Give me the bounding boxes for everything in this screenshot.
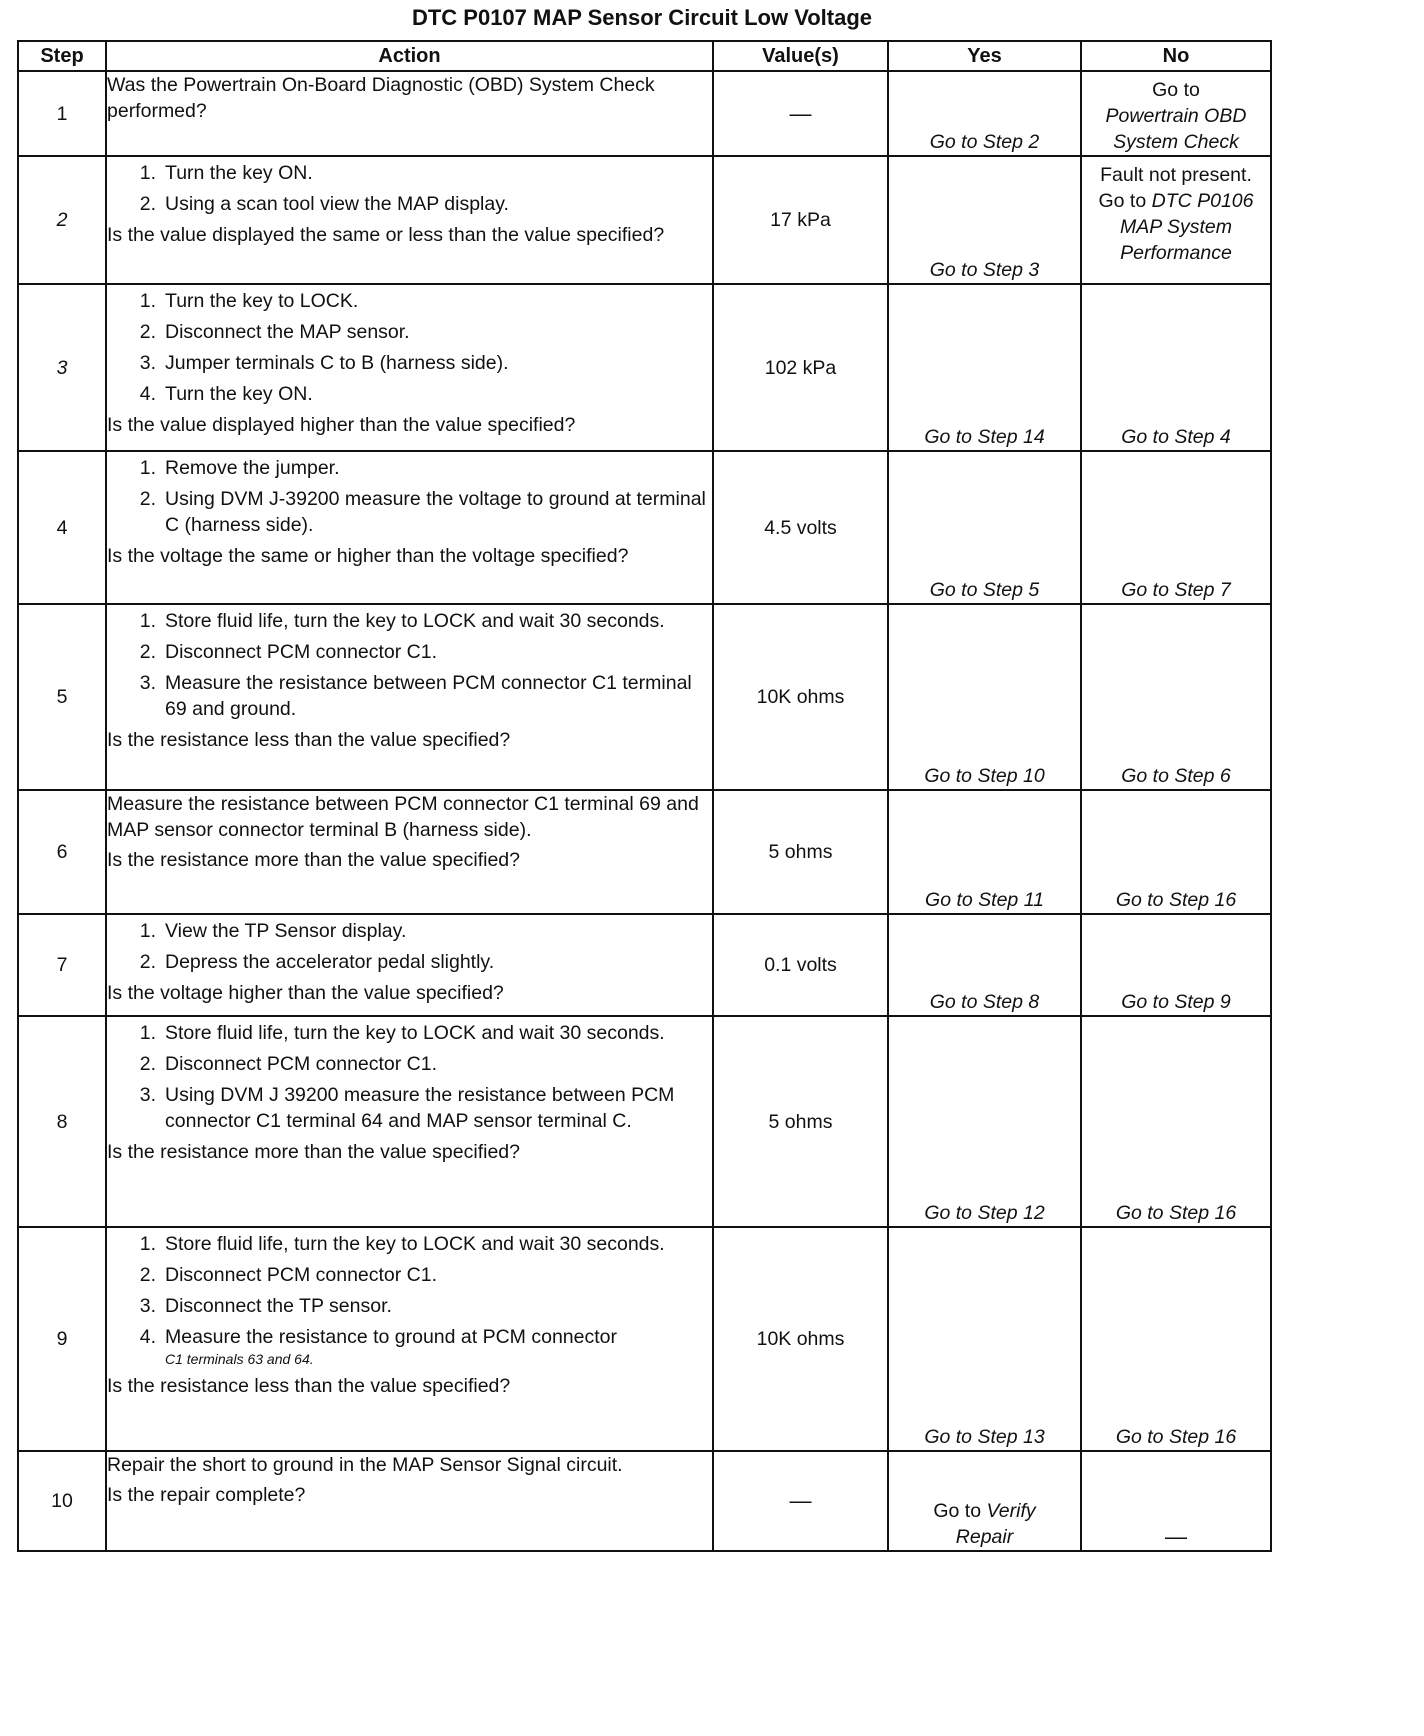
- no-link-text: Performance: [1120, 242, 1232, 264]
- action-text: Repair the short to ground in the MAP Sensor Signal circuit.: [107, 1454, 623, 1476]
- action-cell: [106, 71, 713, 156]
- step-number: 3: [18, 284, 106, 451]
- table-row: [18, 914, 1271, 1016]
- table-row: [18, 1016, 1271, 1227]
- table-row: [18, 1227, 1271, 1451]
- step-number: 6: [18, 790, 106, 914]
- no-cell: Go to Step 16: [1081, 1016, 1271, 1227]
- action-item: 1. Turn the key to LOCK.: [139, 290, 359, 312]
- action-question: Is the voltage the same or higher than the voltage specified?: [107, 545, 629, 567]
- value-cell: 17 kPa: [713, 156, 888, 284]
- step-number: 8: [18, 1016, 106, 1227]
- no-cell: Go to Step 16: [1081, 1227, 1271, 1451]
- no-cell: Go to Step 16: [1081, 790, 1271, 914]
- action-item: 1. Turn the key ON.: [139, 162, 313, 184]
- no-cell: Go to Step 7: [1081, 451, 1271, 604]
- step-number: 2: [18, 156, 106, 284]
- header-yes: Yes: [888, 41, 1081, 71]
- page-title: DTC P0107 MAP Sensor Circuit Low Voltage: [411, 5, 873, 30]
- header-value: Value(s): [713, 41, 888, 71]
- action-cell: [106, 284, 713, 451]
- action-item: 4. Measure the resistance to ground at PCM connector C1 terminals 63 and 64.: [139, 1326, 617, 1367]
- action-question: Is the value displayed the same or less than the value specified?: [107, 224, 665, 246]
- step-number: 10: [18, 1451, 106, 1551]
- yes-cell: Go to Step 2: [888, 71, 1081, 156]
- value-cell: 4.5 volts: [713, 451, 888, 604]
- action-cell: [106, 1016, 713, 1227]
- no-cell: Go to Step 9: [1081, 914, 1271, 1016]
- action-question: Is the resistance more than the value specified?: [107, 1141, 520, 1163]
- action-cell: [106, 1227, 713, 1451]
- action-question: Is the voltage higher than the value specified?: [107, 982, 504, 1004]
- no-text: Go to DTC P0106: [1098, 190, 1254, 212]
- action-item: 2. Disconnect PCM connector C1.: [139, 1053, 438, 1075]
- action-item: 2. Disconnect the MAP sensor.: [139, 321, 410, 343]
- yes-cell: Go to Step 12: [888, 1016, 1081, 1227]
- value-cell: 5 ohms: [713, 1016, 888, 1227]
- no-text: Fault not present.: [1100, 164, 1252, 186]
- value-cell: 102 kPa: [713, 284, 888, 451]
- action-item: 1. Store fluid life, turn the key to LOCK and wait 30 seconds.: [139, 1022, 665, 1044]
- yes-cell: Go to Step 5: [888, 451, 1081, 604]
- action-question: Is the resistance less than the value specified?: [107, 1375, 511, 1397]
- header-row: [18, 41, 1271, 71]
- action-item: 2. Disconnect PCM connector C1.: [139, 1264, 438, 1286]
- action-item: 2. Disconnect PCM connector C1.: [139, 641, 438, 663]
- action-item: 3. Jumper terminals C to B (harness side).: [139, 352, 509, 374]
- yes-text: Go to Verify: [933, 1500, 1036, 1522]
- action-text: Measure the resistance between PCM connector C1 terminal 69 and MAP sensor connector terminal B (harness side).: [107, 793, 699, 841]
- yes-link-text: Repair: [955, 1526, 1014, 1548]
- yes-cell: Go to Step 3: [888, 156, 1081, 284]
- step-number: 1: [18, 71, 106, 156]
- table-row: [18, 451, 1271, 604]
- action-item: 3. Measure the resistance between PCM connector C1 terminal 69 and ground.: [139, 672, 692, 720]
- action-item: 1. View the TP Sensor display.: [139, 920, 407, 942]
- yes-cell: [888, 1451, 1081, 1551]
- no-link-text: Powertrain OBD: [1105, 105, 1247, 127]
- action-cell: [106, 914, 713, 1016]
- value-cell: —: [713, 1451, 888, 1551]
- table-row: [18, 790, 1271, 914]
- table-row: [18, 156, 1271, 284]
- no-text: Go to: [1152, 79, 1200, 101]
- table-row: [18, 604, 1271, 790]
- action-question: Is the resistance more than the value specified?: [107, 849, 520, 871]
- no-link-text: MAP System: [1120, 216, 1232, 238]
- header-step: Step: [18, 41, 106, 71]
- action-item: 3. Using DVM J 39200 measure the resistance between PCM connector C1 terminal 64 and MAP sensor terminal C.: [139, 1084, 675, 1132]
- value-cell: —: [713, 71, 888, 156]
- value-cell: 5 ohms: [713, 790, 888, 914]
- action-item: 1. Store fluid life, turn the key to LOCK and wait 30 seconds.: [139, 1233, 665, 1255]
- action-text: Was the Powertrain On-Board Diagnostic (OBD) System Check performed?: [107, 74, 655, 122]
- no-cell: —: [1081, 1451, 1271, 1551]
- step-number: 9: [18, 1227, 106, 1451]
- action-item: 2. Using DVM J-39200 measure the voltage to ground at terminal C (harness side).: [139, 488, 706, 536]
- diagnostic-table: [17, 40, 1272, 1552]
- table-row: [18, 71, 1271, 156]
- action-cell: [106, 790, 713, 914]
- step-number: 4: [18, 451, 106, 604]
- no-cell: [1081, 156, 1271, 284]
- action-question: Is the value displayed higher than the value specified?: [107, 414, 576, 436]
- action-question: Is the resistance less than the value specified?: [107, 729, 511, 751]
- action-item: 2. Using a scan tool view the MAP display.: [139, 193, 509, 215]
- action-item: 1. Remove the jumper.: [139, 457, 340, 479]
- action-item: 4. Turn the key ON.: [139, 383, 313, 405]
- no-link-text: System Check: [1113, 131, 1239, 153]
- table-row: [18, 284, 1271, 451]
- no-cell: [1081, 71, 1271, 156]
- action-cell: [106, 1451, 713, 1551]
- step-number: 5: [18, 604, 106, 790]
- yes-cell: Go to Step 13: [888, 1227, 1081, 1451]
- yes-cell: Go to Step 8: [888, 914, 1081, 1016]
- value-cell: 10K ohms: [713, 604, 888, 790]
- table-row: [18, 1451, 1271, 1551]
- action-item: 1. Store fluid life, turn the key to LOCK and wait 30 seconds.: [139, 610, 665, 632]
- no-cell: Go to Step 4: [1081, 284, 1271, 451]
- action-question: Is the repair complete?: [107, 1484, 306, 1506]
- action-item: 3. Disconnect the TP sensor.: [139, 1295, 392, 1317]
- no-cell: Go to Step 6: [1081, 604, 1271, 790]
- yes-cell: Go to Step 10: [888, 604, 1081, 790]
- action-cell: [106, 156, 713, 284]
- value-cell: 10K ohms: [713, 1227, 888, 1451]
- step-number: 7: [18, 914, 106, 1016]
- value-cell: 0.1 volts: [713, 914, 888, 1016]
- yes-cell: Go to Step 14: [888, 284, 1081, 451]
- action-cell: [106, 451, 713, 604]
- header-no: No: [1081, 41, 1271, 71]
- yes-cell: Go to Step 11: [888, 790, 1081, 914]
- action-item: 2. Depress the accelerator pedal slightly.: [139, 951, 495, 973]
- header-action: Action: [106, 41, 713, 71]
- action-cell: [106, 604, 713, 790]
